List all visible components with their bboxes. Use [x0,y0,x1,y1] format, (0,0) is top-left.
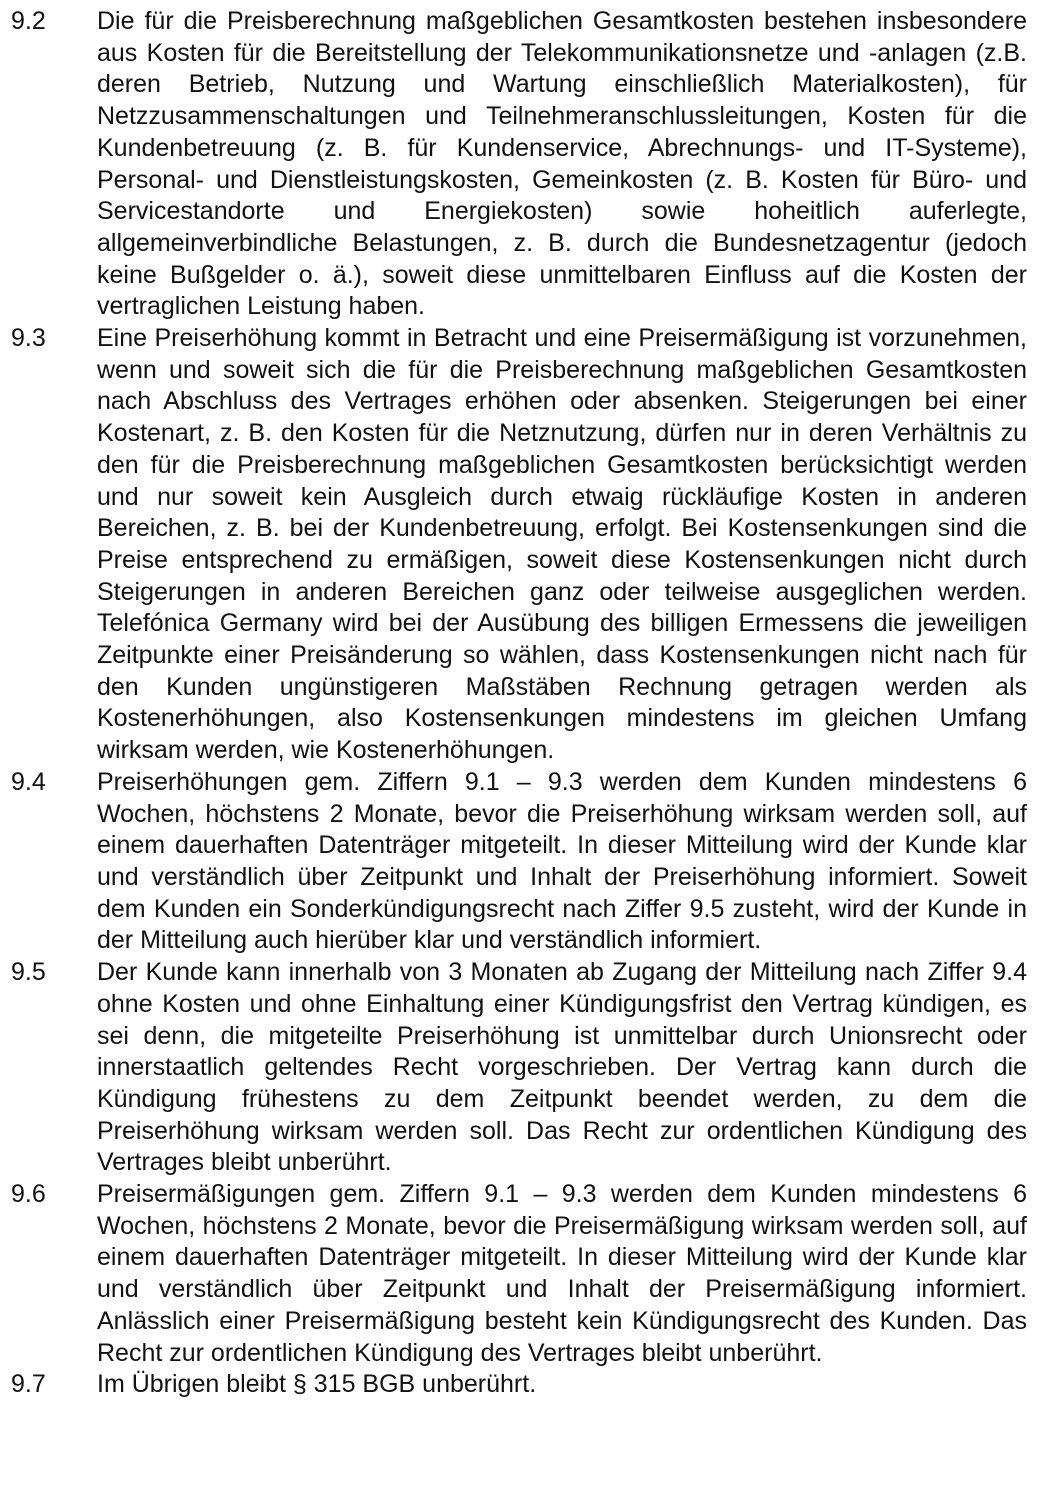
clause-text: Eine Preiserhöhung kommt in Betracht und eine Preisermäßigung ist vorzunehmen, wenn und soweit sich die für die Preisberechnung maßgeblichen Gesamtkosten nach Abschluss des Vertrages erhöhen oder absenken. Steigerungen bei einer Kostenart, z. B. den Kosten für die Netznutzung, dürfen nur in deren Verhältnis zu den für die Preisberechnung maßgeblichen Gesamtkosten berücksichtigt werden und nur soweit kein Ausgleich durch etwaig rückläufige Kosten in anderen Bereichen, z. B. bei der Kundenbetreuung, erfolgt. Bei Kostensenkungen sind die Preise entsprechend zu ermäßigen, soweit diese Kostensenkungen nicht durch Steigerungen in anderen Bereichen ganz oder teilweise ausgeglichen werden. Telefónica Germany wird bei der Ausübung des billigen Ermessens die jeweiligen Zeitpunkte einer Preisänderung so wählen, dass Kostensenkungen nicht nach für den Kunden ungünstigeren Maßstäben Rechnung getragen werden als Kostenerhöhungen, also Kostensenkungen mindestens im gleichen Umfang wirksam werden, wie Kostenerhöhungen. [97,324,1027,765]
clause-9-6 [0,1179,1056,1369]
clause-9-3 [0,323,1056,767]
clause-text: Die für die Preisberechnung maßgeblichen Gesamtkosten bestehen insbesondere aus Kosten für die Bereitstellung der Telekommunikationsnetze und -anlagen (z.B. deren Betrieb, Nutzung und Wartung einschließlich Materialkosten), für Netzzusammenschaltungen und Teilnehmeranschlussleitungen, Kosten für die Kundenbetreuung (z. B. für Kundenservice, Abrechnungs- und IT-Systeme), Personal- und Dienstleistungskosten, Gemeinkosten (z. B. Kosten für Büro- und Servicestandorte und Energiekosten) sowie hoheitlich auferlegte, allgemeinverbindliche Belastungen, z. B. durch die Bundesnetzagentur (jedoch keine Bußgelder o. ä.), soweit diese unmittelbaren Einfluss auf die Kosten der vertraglichen Leistung haben. [97,7,1027,321]
clause-9-5 [0,957,1056,1179]
clause-9-7 [0,1369,1056,1401]
clause-number: 9.2 [11,7,46,35]
clause-text: Preiserhöhungen gem. Ziffern 9.1 – 9.3 werden dem Kunden mindestens 6 Wochen, höchstens 2 Monate, bevor die Preiserhöhung wirksam werden soll, auf einem dauerhaften Datenträger mitgeteilt. In dieser Mitteilung wird der Kunde klar und verständlich über Zeitpunkt und Inhalt der Preiserhöhung informiert. Soweit dem Kunden ein Sonderkündigungsrecht nach Ziffer 9.5 zusteht, wird der Kunde in der Mitteilung auch hierüber klar und verständlich informiert. [97,767,1027,955]
clause-text: Der Kunde kann innerhalb von 3 Monaten ab Zugang der Mitteilung nach Ziffer 9.4 ohne Kosten und ohne Einhaltung einer Kündigungsfrist den Vertrag kündigen, es sei denn, die mitgeteilte Preiserhöhung ist unmittelbar durch Unionsrecht oder innerstaatlich geltendes Recht vorgeschrieben. Der Vertrag kann durch die Kündigung frühestens zu dem Zeitpunkt beendet werden, zu dem die Preiserhöhung wirksam werden soll. Das Recht zur ordentlichen Kündigung des Vertrages bleibt unberührt. [97,958,1027,1177]
clause-number: 9.5 [11,958,46,987]
clause-text: Preisermäßigungen gem. Ziffern 9.1 – 9.3 werden dem Kunden mindestens 6 Wochen, höchstens 2 Monate, bevor die Preisermäßigung wirksam werden soll, auf einem dauerhaften Datenträger mitgeteilt. In dieser Mitteilung wird der Kunde klar und verständlich über Zeitpunkt und Inhalt der Preisermäßigung informiert. Anlässlich einer Preisermäßigung besteht kein Kündigungsrecht des Kunden. Das Recht zur ordentlichen Kündigung des Vertrages bleibt unberührt. [97,1180,1027,1367]
clause-9-4 [0,767,1056,957]
document-page [0,6,1056,1401]
clause-number: 9.7 [11,1370,46,1399]
clause-text: Im Übrigen bleibt § 315 BGB unberührt. [97,1370,537,1399]
clause-number: 9.6 [11,1180,46,1209]
clause-9-2 [0,6,1056,323]
clause-number: 9.3 [11,324,46,353]
clause-number: 9.4 [11,767,46,796]
